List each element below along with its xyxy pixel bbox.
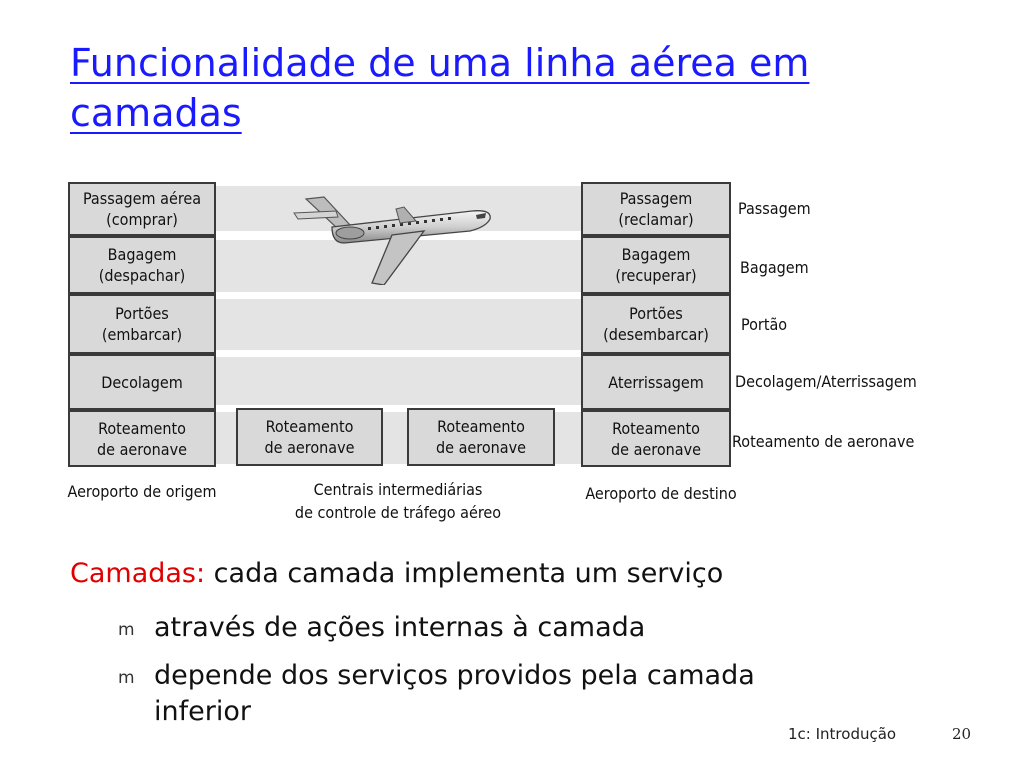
dest-layer-routing: Roteamento de aeronave (581, 410, 731, 467)
bullet-marker-icon: m (118, 620, 135, 640)
origin-layer-baggage: Bagagem (despachar) (68, 236, 216, 294)
layer-label-gate: Portão (741, 315, 788, 334)
page-number: 20 (952, 725, 972, 743)
origin-layer-routing: Roteamento de aeronave (68, 410, 216, 467)
bullet-text: depende dos serviços providos pela camada inferior (154, 660, 755, 727)
layer-band (216, 299, 582, 350)
layer-label-takeoff-landing: Decolagem/Aterrissagem (735, 372, 917, 391)
lead-line (70, 558, 723, 589)
slide-title: Funcionalidade de uma linha aérea em camadas (70, 41, 810, 135)
origin-layer-takeoff: Decolagem (68, 354, 216, 410)
layer-label-ticket: Passagem (738, 199, 811, 218)
origin-layer-ticket: Passagem aérea (comprar) (68, 182, 216, 236)
lead-text: cada camada implementa um serviço (205, 558, 724, 589)
middle-routing-box-2: Roteamento de aeronave (407, 408, 555, 466)
middle-routing-box-1: Roteamento de aeronave (236, 408, 383, 466)
dest-layer-ticket: Passagem (reclamar) (581, 182, 731, 236)
intermediate-centers-caption: Centrais intermediárias de controle de tráfego aéreo (294, 480, 502, 522)
origin-layer-gates: Portões (embarcar) (68, 294, 216, 354)
bullet-marker-icon: m (118, 668, 135, 688)
layer-label-baggage: Bagagem (740, 258, 809, 277)
footer-section: 1c: Introdução (788, 725, 897, 743)
airplane-icon (292, 193, 502, 285)
destination-airport-caption: Aeroporto de destino (585, 484, 737, 503)
bullet-text: através de ações internas à camada (154, 612, 646, 643)
lead-keyword: Camadas: (70, 558, 206, 589)
layer-band (216, 357, 582, 405)
dest-layer-baggage: Bagagem (recuperar) (581, 236, 731, 294)
dest-layer-gates: Portões (desembarcar) (581, 294, 731, 354)
layer-label-routing: Roteamento de aeronave (732, 432, 915, 451)
origin-airport-caption: Aeroporto de origem (67, 482, 217, 501)
dest-layer-landing: Aterrissagem (581, 354, 731, 410)
